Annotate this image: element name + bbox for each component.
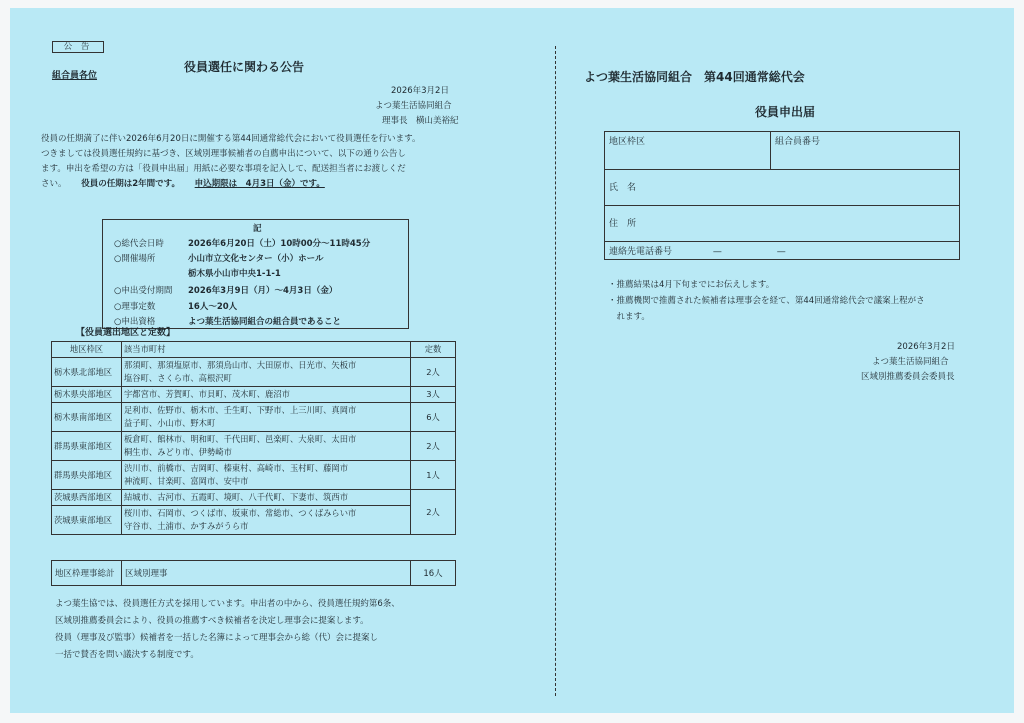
table-row [52,461,456,490]
cities-line: 神流町、甘楽町、富岡市、安中市 [124,476,249,486]
ki-row [114,238,370,250]
table-row [52,432,456,461]
phone-separator: — [776,247,786,257]
district-field[interactable]: 地区枠区 [605,132,771,170]
note-line: ・推薦結果は4月下旬までにお伝えします。 [608,280,775,290]
area-cell: 栃木県央部地区 [52,387,122,403]
area-cell: 茨城県東部地区 [52,506,122,535]
ki-value: 16人～20人 [188,302,238,312]
phone-separator: — [712,247,722,257]
table-row [52,387,456,403]
cut-line [555,46,556,696]
table-row [52,490,456,506]
footer-line: よつ葉生協では、役員選任方式を採用しています。申出者の中から、役員選任規約第6条、 [55,599,400,609]
form-row [605,242,960,260]
cities-cell [122,403,411,432]
name-field[interactable]: 氏 名 [605,170,960,206]
ki-label: ○申出資格 [114,317,156,327]
form-header-title: よつ葉生活協同組合 第44回通常総代会 [584,70,805,84]
addressee: 組合員各位 [52,71,98,81]
phone-field[interactable] [605,242,960,260]
cities-cell [122,387,411,403]
total-row [52,561,456,586]
table-header-row [52,342,456,358]
cities-line: 桐生市、みどり市、伊勢崎市 [124,447,232,457]
ki-label: ○開催場所 [114,254,156,264]
footer-line: 区域別推薦委員会により、役員の推薦すべき候補者を決定し理事会に提案します。 [55,616,369,626]
body-line: 役員の任期満了に伴い2026年6月20日に開催する第44回通常総代会において役員選任を行います。 [41,134,421,144]
ki-value: 栃木県小山市中央1-1-1 [188,269,281,279]
form-committee: 区域別推薦委員会委員長 [861,372,955,382]
areas-table [51,341,456,535]
area-cell: 茨城県西部地区 [52,490,122,506]
notice-org: よつ葉生活協同組合 [375,101,452,111]
count-cell: 1人 [411,461,456,490]
ki-value: よつ葉生活協同組合の組合員であること [188,317,342,327]
ki-label: ○申出受付期間 [114,286,173,296]
ki-label: ○総代会日時 [114,239,164,249]
area-cell: 群馬県央部地区 [52,461,122,490]
total-table [51,560,456,586]
cities-cell [122,358,411,387]
deadline-text: 申込期限は 4月3日（金）です。 [194,179,325,189]
ki-label: ○理事定数 [114,302,156,312]
term-text: 役員の任期は2年間です。 [81,179,180,189]
footer-line: 役員（理事及び監事）候補者を一括した名簿によって理事会から総（代）会に提案し [55,633,379,643]
header-cell: 地区枠区 [52,342,122,358]
form-row [605,170,960,206]
cities-cell [122,506,411,535]
footer-line: 一括で賛否を問い議決する制度です。 [55,650,199,660]
form-date: 2026年3月2日 [897,342,955,352]
cities-line: 結城市、古河市、五霞町、境町、八千代町、下妻市、筑西市 [124,492,349,502]
count-cell: 6人 [411,403,456,432]
member-number-field[interactable]: 組合員番号 [771,132,960,170]
notice-date: 2026年3月2日 [391,86,449,96]
cities-line: 那須町、那須塩原市、那須烏山市、大田原市、日光市、矢板市 [124,360,357,370]
count-cell: 2人 [411,358,456,387]
area-cell: 群馬県東部地区 [52,432,122,461]
ki-value: 2026年6月20日（土）10時00分～11時45分 [188,239,371,249]
count-cell: 2人 [411,432,456,461]
form-row [605,132,960,170]
note-line: れます。 [608,312,650,322]
cities-line: 益子町、小山市、野木町 [124,418,216,428]
area-cell: 栃木県南部地区 [52,403,122,432]
cities-cell [122,490,411,506]
note-line: ・推薦機関で推薦された候補者は理事会を経て、第44回通常総代会で議案上程がさ [608,296,925,306]
cities-line: 塩谷町、さくら市、高根沢町 [124,373,232,383]
form-title: 役員申出届 [755,105,816,119]
ki-heading: 記 [253,224,262,234]
total-desc: 区域別理事 [122,561,411,586]
header-cell: 該当市町村 [122,342,411,358]
ki-value: 小山市立文化センター（小）ホール [188,254,324,264]
cities-line: 宇都宮市、芳賀町、市貝町、茂木町、鹿沼市 [124,389,290,399]
cities-line: 足利市、佐野市、栃木市、壬生町、下野市、上三川町、真岡市 [124,405,357,415]
cities-cell [122,461,411,490]
body-last-prefix: さい。 [41,179,67,189]
total-label: 地区枠理事総計 [52,561,122,586]
area-cell: 栃木県北部地区 [52,358,122,387]
areas-heading: 【役員選出地区と定数】 [76,328,176,338]
ki-row [114,301,237,313]
notice-chair: 理事長 横山美裕紀 [382,116,459,126]
notice-title: 役員選任に関わる公告 [184,60,305,74]
body-line: ます。申出を希望の方は「役員申出届」用紙に必要な事項を記入して、配送担当者にお渡しくだ [41,164,406,174]
ki-value: 2026年3月9日（月）～4月3日（金） [188,286,338,296]
ki-box [102,219,409,329]
form-row [605,206,960,242]
phone-label: 連絡先電話番号 [609,247,673,257]
ki-row [114,268,281,280]
cities-line: 板倉町、館林市、明和町、千代田町、邑楽町、大泉町、太田市 [124,434,357,444]
cities-cell [122,432,411,461]
table-row [52,358,456,387]
count-cell: 2人 [411,490,456,535]
table-row [52,506,456,535]
notice-label: 公 告 [52,41,104,53]
application-form [604,131,960,260]
cities-line: 桜川市、石岡市、つくば市、坂東市、常総市、つくばみらい市 [124,508,357,518]
total-count: 16人 [411,561,456,586]
notice-sheet [10,8,1014,713]
body-line: つきましては役員選任規約に基づき、区域別理事候補者の自薦申出について、以下の通り公告し [41,149,406,159]
address-field[interactable]: 住 所 [605,206,960,242]
ki-row [114,285,337,297]
header-cell: 定数 [411,342,456,358]
body-line-last [41,178,325,190]
form-org: よつ葉生活協同組合 [872,357,949,367]
cities-line: 守谷市、土浦市、かすみがうら市 [124,521,249,531]
ki-row [114,253,324,265]
cities-line: 渋川市、前橋市、吉岡町、榛東村、高崎市、玉村町、藤岡市 [124,463,349,473]
count-cell: 3人 [411,387,456,403]
table-row [52,403,456,432]
